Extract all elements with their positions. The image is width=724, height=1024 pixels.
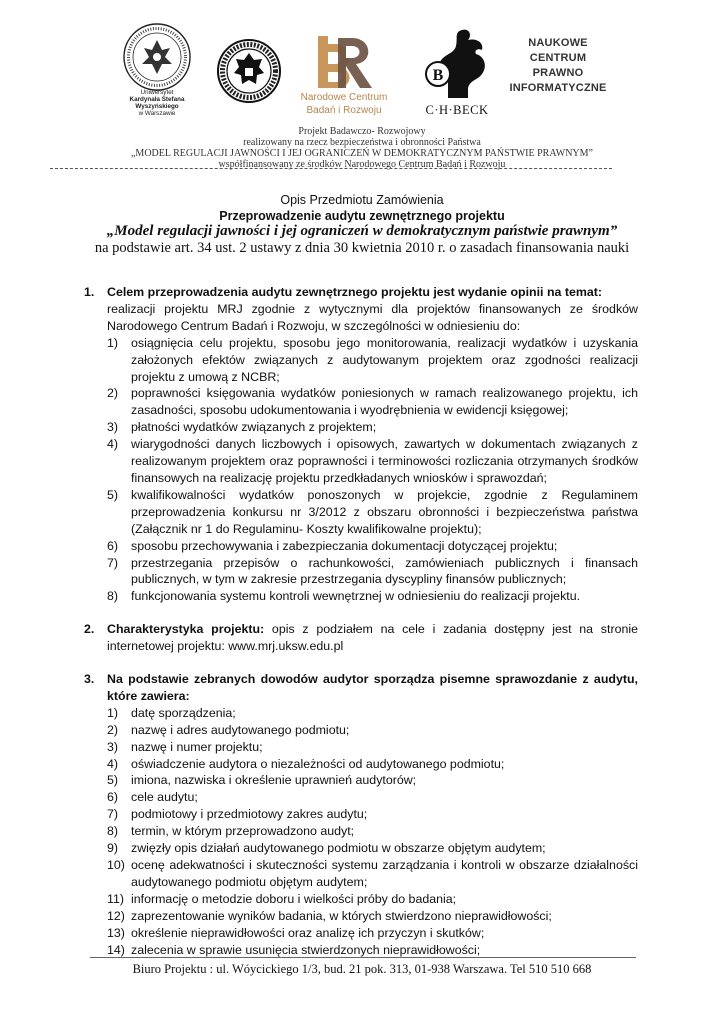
document-title-line-1: Opis Przedmiotu Zamówienia — [280, 193, 444, 207]
ncbr-br-icon — [288, 32, 400, 92]
list-item — [107, 942, 638, 959]
list-item — [107, 857, 638, 891]
list-item — [107, 823, 638, 840]
list-item — [107, 538, 638, 555]
section-number: 3. — [84, 672, 95, 687]
list-item — [107, 772, 638, 789]
item-text: cele audytu; — [131, 790, 198, 805]
list-item — [107, 419, 638, 436]
document-title-line-2: Przeprowadzenie audytu zewnętrznego projektu — [219, 209, 505, 223]
item-number: 3) — [107, 739, 119, 754]
header-line-3: „MODEL REGULACJI JAWNOŚCI I JEJ OGRANICZEŃ W DEMOKRATYCZNYM PAŃSTWIE PRAWNYM” — [130, 148, 593, 159]
item-number: 4) — [107, 437, 119, 452]
item-number: 1) — [107, 705, 119, 720]
section-title: Charakterystyka projektu: — [107, 622, 265, 637]
uksw-caption — [118, 90, 196, 118]
ncbr-caption — [288, 92, 400, 117]
list-item — [107, 705, 638, 722]
item-text: datę sporządzenia; — [131, 705, 236, 720]
list-item — [107, 385, 638, 419]
uwr-logo — [216, 38, 282, 104]
item-number: 7) — [107, 555, 119, 570]
uksw-seal-icon — [118, 22, 196, 92]
section-number: 2. — [84, 622, 95, 637]
header-divider — [50, 168, 612, 169]
list-item — [107, 806, 638, 823]
item-text: funkcjonowania systemu kontroli wewnętrznej w odniesieniu do realizacji projektu. — [131, 589, 581, 604]
list-item — [107, 891, 638, 908]
list-item — [107, 789, 638, 806]
item-text: płatności wydatków związanych z projektem; — [131, 420, 377, 435]
footer-address: Biuro Projektu : ul. Wóycickiego 1/3, bud. 21 pok. 313, 01-938 Warszawa. Tel 510 510 668 — [132, 962, 592, 976]
item-text: sposobu przechowywania i zabezpieczania dokumentacji dotyczącej projektu; — [131, 538, 558, 553]
item-text: określenie nieprawidłowości oraz analizę ich przyczyn i skutków; — [131, 925, 485, 940]
item-text: wiarygodności danych liczbowych i opisowych, zawartych w dokumentach związanych z realizowanym projektem oraz poprawności i terminowości rozliczania otrzymanych środków finansowych na realizację projektu przedkładanych wniosków i sprawozdań; — [131, 437, 638, 485]
item-number: 8) — [107, 824, 119, 839]
item-text: podmiotowy i przedmiotowy zakres audytu; — [131, 807, 368, 822]
npi-line3: PRAWNO — [532, 67, 584, 79]
list-item — [107, 555, 638, 589]
item-number: 5) — [107, 773, 119, 788]
list-item — [107, 756, 638, 773]
list-item — [107, 436, 638, 487]
npi-logo — [508, 36, 608, 96]
item-text: kwalifikowalności wydatków ponoszonych w projekcie, zgodnie z Regulaminem przeprowadzenia konkursu nr 3/2012 z obszaru obronności i bezpieczeństwa państwa (Załącznik nr 1 do Regulaminu- Koszty kwalifikowalne projektu); — [131, 487, 638, 536]
header-line-1: Projekt Badawczo- Rozwojowy — [298, 126, 426, 137]
ncbr-line2: Badań i Rozwoju — [306, 104, 382, 116]
section-1-list — [107, 335, 638, 606]
list-item — [107, 925, 638, 942]
npi-line2: CENTRUM — [529, 52, 587, 64]
npi-line1: NAUKOWE — [528, 37, 588, 49]
section-3 — [84, 671, 638, 958]
header-line-4: współfinansowany ze środków Narodowego Centrum Badań i Rozwoju — [218, 159, 506, 170]
list-item — [107, 722, 638, 739]
item-text: ocenę adekwatności i skuteczności systemu zarządzania i kontroli w obszarze działalności audytowanego podmiotu objętym audytem; — [131, 858, 638, 889]
item-text: osiągnięcia celu projektu, sposobu jego monitorowania, realizacji wydatków i uzyskania założonych efektów związanych z audytowanym projektem oraz zgodności realizacji projektu z umową z NCBR; — [131, 335, 638, 384]
item-text: informację o metodzie doboru i wielkości próby do badania; — [131, 891, 457, 906]
item-number: 14) — [107, 942, 125, 957]
item-number: 2) — [107, 722, 119, 737]
section-intro: realizacji projektu MRJ zgodnie z wytycznymi dla projektów finansowanych ze środków Narodowego Centrum Badań i Rozwoju, w szczególności w odniesieniu do: — [107, 301, 638, 333]
griffin-icon — [418, 28, 496, 100]
list-item — [107, 840, 638, 857]
item-text: nazwę i numer projektu; — [131, 739, 263, 754]
item-text: oświadczenie audytora o niezależności od audytowanego podmiotu; — [131, 756, 505, 771]
item-number: 5) — [107, 487, 119, 502]
header-line-2: realizowany na rzecz bezpieczeństwa i obronności Państwa — [243, 137, 481, 148]
section-description: opis z podziałem na cele i zadania dostępny jest na stronie internetowej projektu: www.mrj.uksw.edu.pl — [107, 622, 638, 654]
svg-text:B: B — [432, 67, 444, 84]
uwr-seal-icon — [216, 38, 282, 104]
list-item — [107, 588, 638, 605]
item-number: 13) — [107, 925, 125, 940]
document-body — [84, 284, 638, 974]
uksw-line1: Uniwersytet — [140, 89, 174, 96]
item-text: przestrzegania przepisów o rachunkowości, zamówieniach publicznych i finansach publicznych, w tym w zakresie przestrzegania dyscypliny finansów publicznych; — [131, 555, 638, 587]
footer-divider — [90, 957, 636, 958]
item-number: 7) — [107, 807, 119, 822]
uksw-line2: Kardynała Stefana Wyszyńskiego — [129, 95, 185, 110]
item-number: 9) — [107, 841, 119, 856]
list-item — [107, 908, 638, 925]
section-text — [107, 621, 638, 655]
item-number: 1) — [107, 335, 119, 350]
item-number: 12) — [107, 908, 125, 923]
item-number: 11) — [107, 891, 124, 906]
item-number: 6) — [107, 538, 119, 553]
item-text: imiona, nazwiska i określenie uprawnień audytorów; — [131, 773, 417, 788]
item-text: poprawności księgowania wydatków poniesionych w ramach realizowanego projektu, ich zasadności, sposobu udokumentowania i wyodrębnienia w ewidencji księgowej; — [131, 386, 638, 418]
section-title: Celem przeprowadzenia audytu zewnętrznego projektu jest wydanie opinii na temat: — [107, 285, 603, 299]
list-item — [107, 487, 638, 538]
section-title: Na podstawie zebranych dowodów audytor sporządza pisemne sprawozdanie z audytu, które zawiera: — [107, 672, 638, 703]
item-text: zaprezentowanie wyników badania, w których stwierdzono nieprawidłowości; — [131, 908, 552, 923]
document-title-line-3: „Model regulacji jawności i jej ograniczeń w demokratycznym państwie prawnym” — [106, 223, 618, 239]
item-number: 8) — [107, 589, 119, 604]
section-2 — [84, 621, 638, 655]
section-1 — [84, 284, 638, 605]
section-number: 1. — [84, 285, 95, 299]
item-number: 2) — [107, 386, 119, 401]
item-text: zwięzły opis działań audytowanego podmiotu w obszarze objętym audytem; — [131, 841, 546, 856]
item-number: 6) — [107, 790, 119, 805]
document-title-line-4: na podstawie art. 34 ust. 2 ustawy z dnia 30 kwietnia 2010 r. o zasadach finansowania nauki — [94, 240, 630, 256]
list-item — [107, 739, 638, 756]
item-text: zalecenia w sprawie usunięcia stwierdzonych nieprawidłowości; — [131, 942, 481, 957]
ncbr-logo — [288, 32, 400, 122]
item-number: 3) — [107, 420, 119, 435]
item-text: nazwę i adres audytowanego podmiotu; — [131, 722, 350, 737]
ncbr-line1: Narodowe Centrum — [300, 92, 388, 103]
item-text: termin, w którym przeprowadzono audyt; — [131, 824, 355, 839]
section-3-list — [107, 705, 638, 959]
beck-logo — [418, 28, 496, 118]
list-item — [107, 335, 638, 386]
item-number: 10) — [107, 858, 125, 872]
item-number: 4) — [107, 756, 119, 771]
logo-row — [118, 22, 608, 120]
beck-caption: C·H·BECK — [425, 103, 489, 117]
uksw-line3: w Warszawie — [138, 109, 176, 117]
npi-line4: INFORMATYCZNE — [509, 82, 607, 94]
uksw-logo — [118, 22, 196, 120]
